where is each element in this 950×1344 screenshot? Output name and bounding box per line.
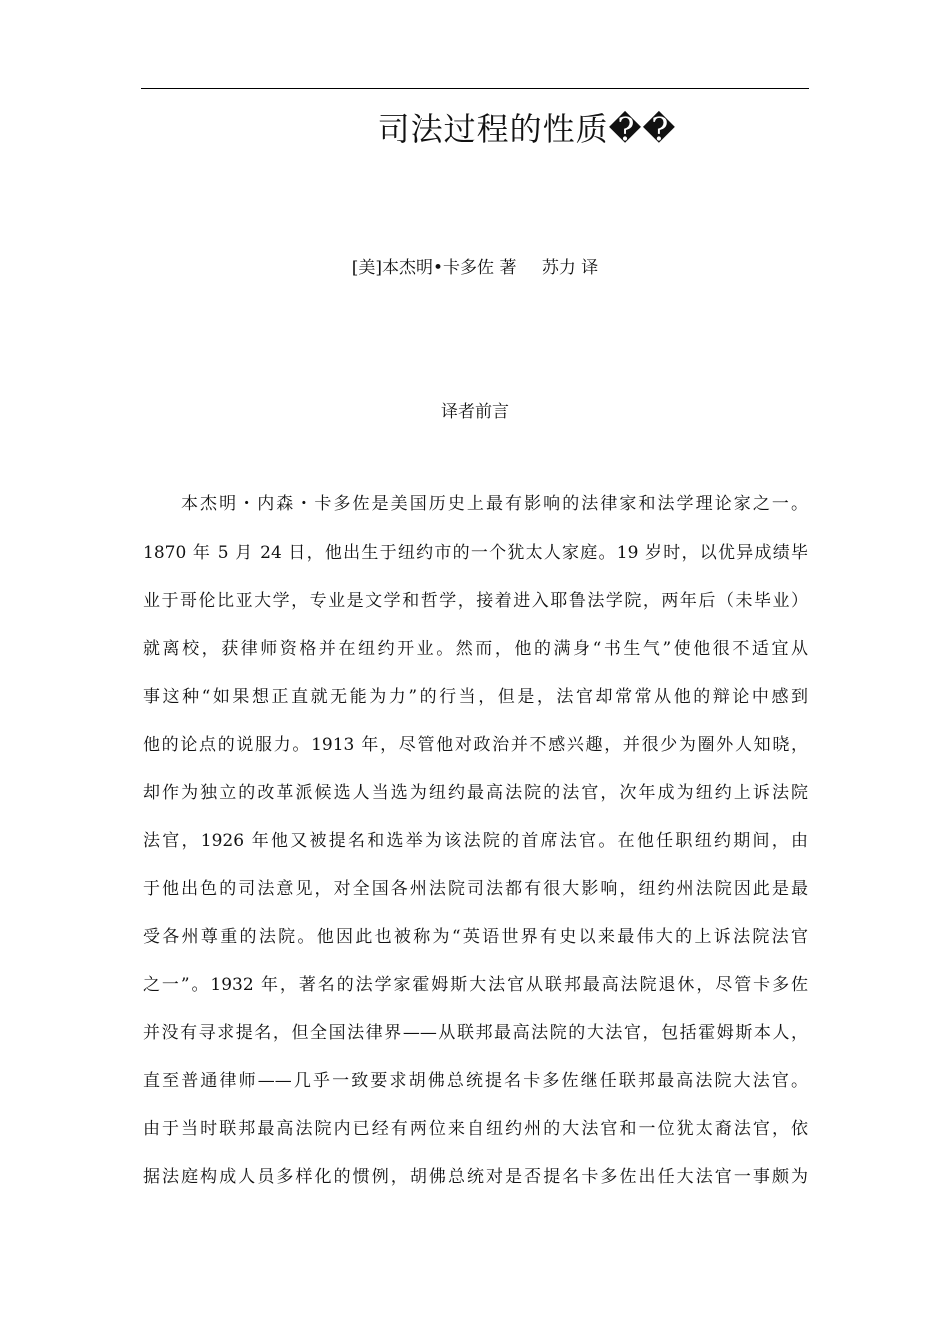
author-role: 著 <box>499 258 517 278</box>
translator-role: 译 <box>581 258 599 278</box>
body-line: 并没有寻求提名，但全国法律界——从联邦最高法院的大法官，包括霍姆斯本人， <box>143 1023 808 1043</box>
document-title-text: 司法过程的性质�� <box>377 110 677 148</box>
header-rule <box>141 88 809 89</box>
document-title <box>0 104 950 150</box>
body-line: 据法庭构成人员多样化的惯例，胡佛总统对是否提名卡多佐出任大法官一事颇为 <box>143 1167 808 1187</box>
body-line: 事这种“如果想正直就无能为力”的行当，但是，法官却常常从他的辩论中感到 <box>143 687 808 707</box>
body-line: 就离校，获律师资格并在纽约开业。然而，他的满身“书生气”使他很不适宜从 <box>143 639 808 659</box>
translator-name: 苏力 <box>541 258 576 278</box>
body-line: 本杰明・内森・卡多佐是美国历史上最有影响的法律家和法学理论家之一。 <box>181 494 808 514</box>
body-line: 于他出色的司法意见，对全国各州法院司法都有很大影响，纽约州法院因此是最 <box>143 879 808 899</box>
body-line: 却作为独立的改革派候选人当选为纽约最高法院的法官，次年成为纽约上诉法院 <box>143 783 808 803</box>
body-line: 他的论点的说服力。1913 年，尽管他对政治并不感兴趣，并很少为圈外人知晓， <box>143 735 808 755</box>
body-line: 直至普通律师——几乎一致要求胡佛总统提名卡多佐继任联邦最高法院大法官。 <box>143 1071 808 1091</box>
body-line: 法官，1926 年他又被提名和选举为该法院的首席法官。在他任职纽约期间，由 <box>143 831 808 851</box>
byline <box>0 253 950 278</box>
body-line: 之一”。1932 年，著名的法学家霍姆斯大法官从联邦最高法院退休，尽管卡多佐 <box>143 975 808 995</box>
body-line: 1870 年 5 月 24 日，他出生于纽约市的一个犹太人家庭。19 岁时，以优异成绩毕 <box>143 543 808 563</box>
body-line: 由于当时联邦最高法院内已经有两位来自纽约州的大法官和一位犹太裔法官，依 <box>143 1119 808 1139</box>
section-heading: 译者前言 <box>441 402 509 422</box>
body-line: 受各州尊重的法院。他因此也被称为“英语世界有史以来最伟大的上诉法院法官 <box>143 927 808 947</box>
body-line: 业于哥伦比亚大学，专业是文学和哲学，接着进入耶鲁法学院，两年后（未毕业） <box>143 591 808 611</box>
author-name: [美]本杰明•卡多佐 <box>351 258 495 278</box>
